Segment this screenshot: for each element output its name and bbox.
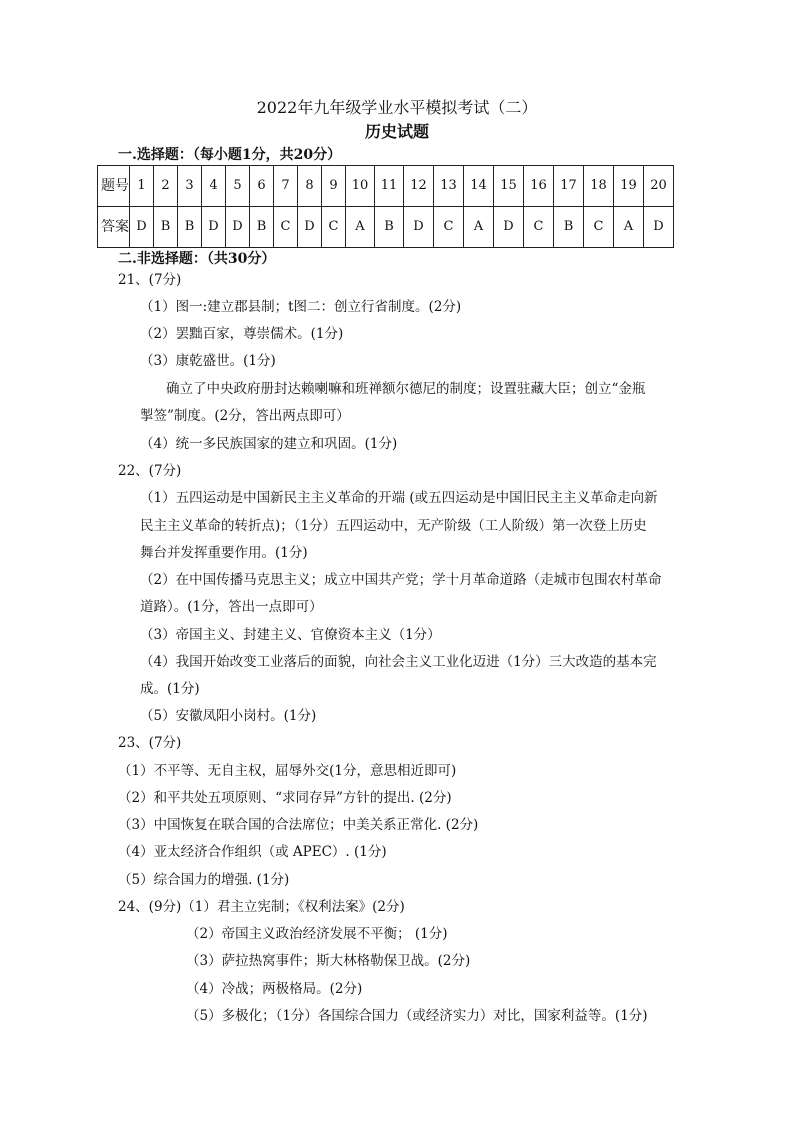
answer-cell: C [434, 207, 464, 248]
answer-line: 成。(1分) [140, 681, 200, 697]
answer-line: （4）冷战；两极格局。(2分) [186, 981, 363, 997]
answer-line: （1）五四运动是中国新民主主义革命的开端 (或五四运动是中国旧民主主义革命走向新 [140, 490, 658, 506]
q-number: 15 [494, 166, 524, 207]
answer-cell: C [524, 207, 554, 248]
row-label-number: 题号 [98, 166, 130, 207]
answer-cell: B [178, 207, 202, 248]
q-number: 18 [584, 166, 614, 207]
answer-line: （3）帝国主义、封建主义、官僚资本主义（1分） [140, 627, 441, 643]
answer-line: 确立了中央政府册封达赖喇嘛和班禅额尔德尼的制度；设置驻藏大臣；创立“金瓶 [166, 381, 646, 397]
answer-line: （4）统一多民族国家的建立和巩固。(1分) [140, 436, 398, 452]
exam-title: 2022年九年级学业水平模拟考试（二） [256, 98, 538, 117]
question-header-24: 24、(9分)（1）君主立宪制；《权利法案》(2分) [118, 899, 405, 915]
answer-cell: D [404, 207, 434, 248]
q-number: 9 [322, 166, 346, 207]
answer-cell: A [614, 207, 644, 248]
q-number: 3 [178, 166, 202, 207]
answer-line: （1）不平等、无自主权，屈辱外交(1分，意思相近即可) [118, 763, 457, 779]
q-number: 5 [226, 166, 250, 207]
choice-answer-table [97, 165, 674, 248]
answer-line: （4）亚太经济合作组织（或 APEC）. (1分) [118, 844, 387, 860]
q-number: 13 [434, 166, 464, 207]
q-number: 1 [130, 166, 154, 207]
answer-line: 民主主义革命的转折点)；（1分）五四运动中，无产阶级（工人阶级）第一次登上历史 [140, 518, 647, 534]
question-header-22: 22、(7分) [118, 463, 182, 479]
question-number-row [98, 166, 674, 207]
answer-row [98, 207, 674, 248]
q-number: 7 [274, 166, 298, 207]
answer-cell: B [554, 207, 584, 248]
answer-line: 舞台并发挥重要作用。(1分) [140, 545, 308, 561]
q-number: 17 [554, 166, 584, 207]
q-number: 16 [524, 166, 554, 207]
exam-subtitle: 历史试题 [364, 122, 429, 141]
answer-line: （2）在中国传播马克思主义；成立中国共产党；学十月革命道路（走城市包围农村革命 [140, 572, 662, 588]
answer-cell: B [375, 207, 404, 248]
question-header-21: 21、(7分) [118, 272, 182, 288]
answer-cell: C [274, 207, 298, 248]
answer-line: （5）综合国力的增强. (1分) [118, 872, 290, 888]
row-label-answer: 答案 [98, 207, 130, 248]
q-number: 8 [298, 166, 322, 207]
q-number: 11 [375, 166, 404, 207]
answer-cell: B [154, 207, 178, 248]
answer-cell: B [250, 207, 274, 248]
q-number: 14 [464, 166, 494, 207]
answer-cell: A [346, 207, 375, 248]
answer-line: 掣签”制度。(2分，答出两点即可） [140, 408, 350, 424]
answer-line: （3）康乾盛世。(1分) [140, 353, 276, 369]
answer-line: （1）图一:建立郡县制；t图二：创立行省制度。(2分) [140, 299, 462, 315]
answer-line: （3）中国恢复在联合国的合法席位；中美关系正常化. (2分) [118, 817, 479, 833]
section-1-heading: 一.选择题：（每小题1分，共20分） [118, 147, 342, 163]
q-number: 20 [644, 166, 674, 207]
answer-cell: A [464, 207, 494, 248]
answer-cell: D [202, 207, 226, 248]
q-number: 10 [346, 166, 375, 207]
answer-cell: C [584, 207, 614, 248]
answer-cell: D [494, 207, 524, 248]
q-number: 12 [404, 166, 434, 207]
question-header-23: 23、(7分) [118, 735, 182, 751]
answer-cell: D [298, 207, 322, 248]
q-number: 4 [202, 166, 226, 207]
answer-line: （3）萨拉热窝事件；斯大林格勒保卫战。(2分) [186, 953, 471, 969]
q-number: 2 [154, 166, 178, 207]
answer-cell: D [644, 207, 674, 248]
answer-line: （2）和平共处五项原则、“求同存异”方针的提出. (2分) [118, 790, 452, 806]
answer-line: （5）安徽凤阳小岗村。(1分) [140, 708, 317, 724]
answer-line: （2）帝国主义政治经济发展不平衡； (1分) [186, 926, 448, 942]
answer-cell: C [322, 207, 346, 248]
answer-line: （2）罢黜百家，尊崇儒术。(1分) [140, 326, 344, 342]
answer-line: （4）我国开始改变工业落后的面貌，向社会主义工业化迈进（1分）三大改造的基本完 [140, 654, 657, 670]
answer-line: 道路）。(1分，答出一点即可） [140, 599, 323, 615]
q-number: 6 [250, 166, 274, 207]
q-number: 19 [614, 166, 644, 207]
answer-cell: D [226, 207, 250, 248]
answer-cell: D [130, 207, 154, 248]
answer-line: （5）多极化；（1分）各国综合国力（或经济实力）对比，国家利益等。(1分) [186, 1008, 648, 1024]
section-2-heading: 二.非选择题：（共30分） [118, 251, 276, 267]
